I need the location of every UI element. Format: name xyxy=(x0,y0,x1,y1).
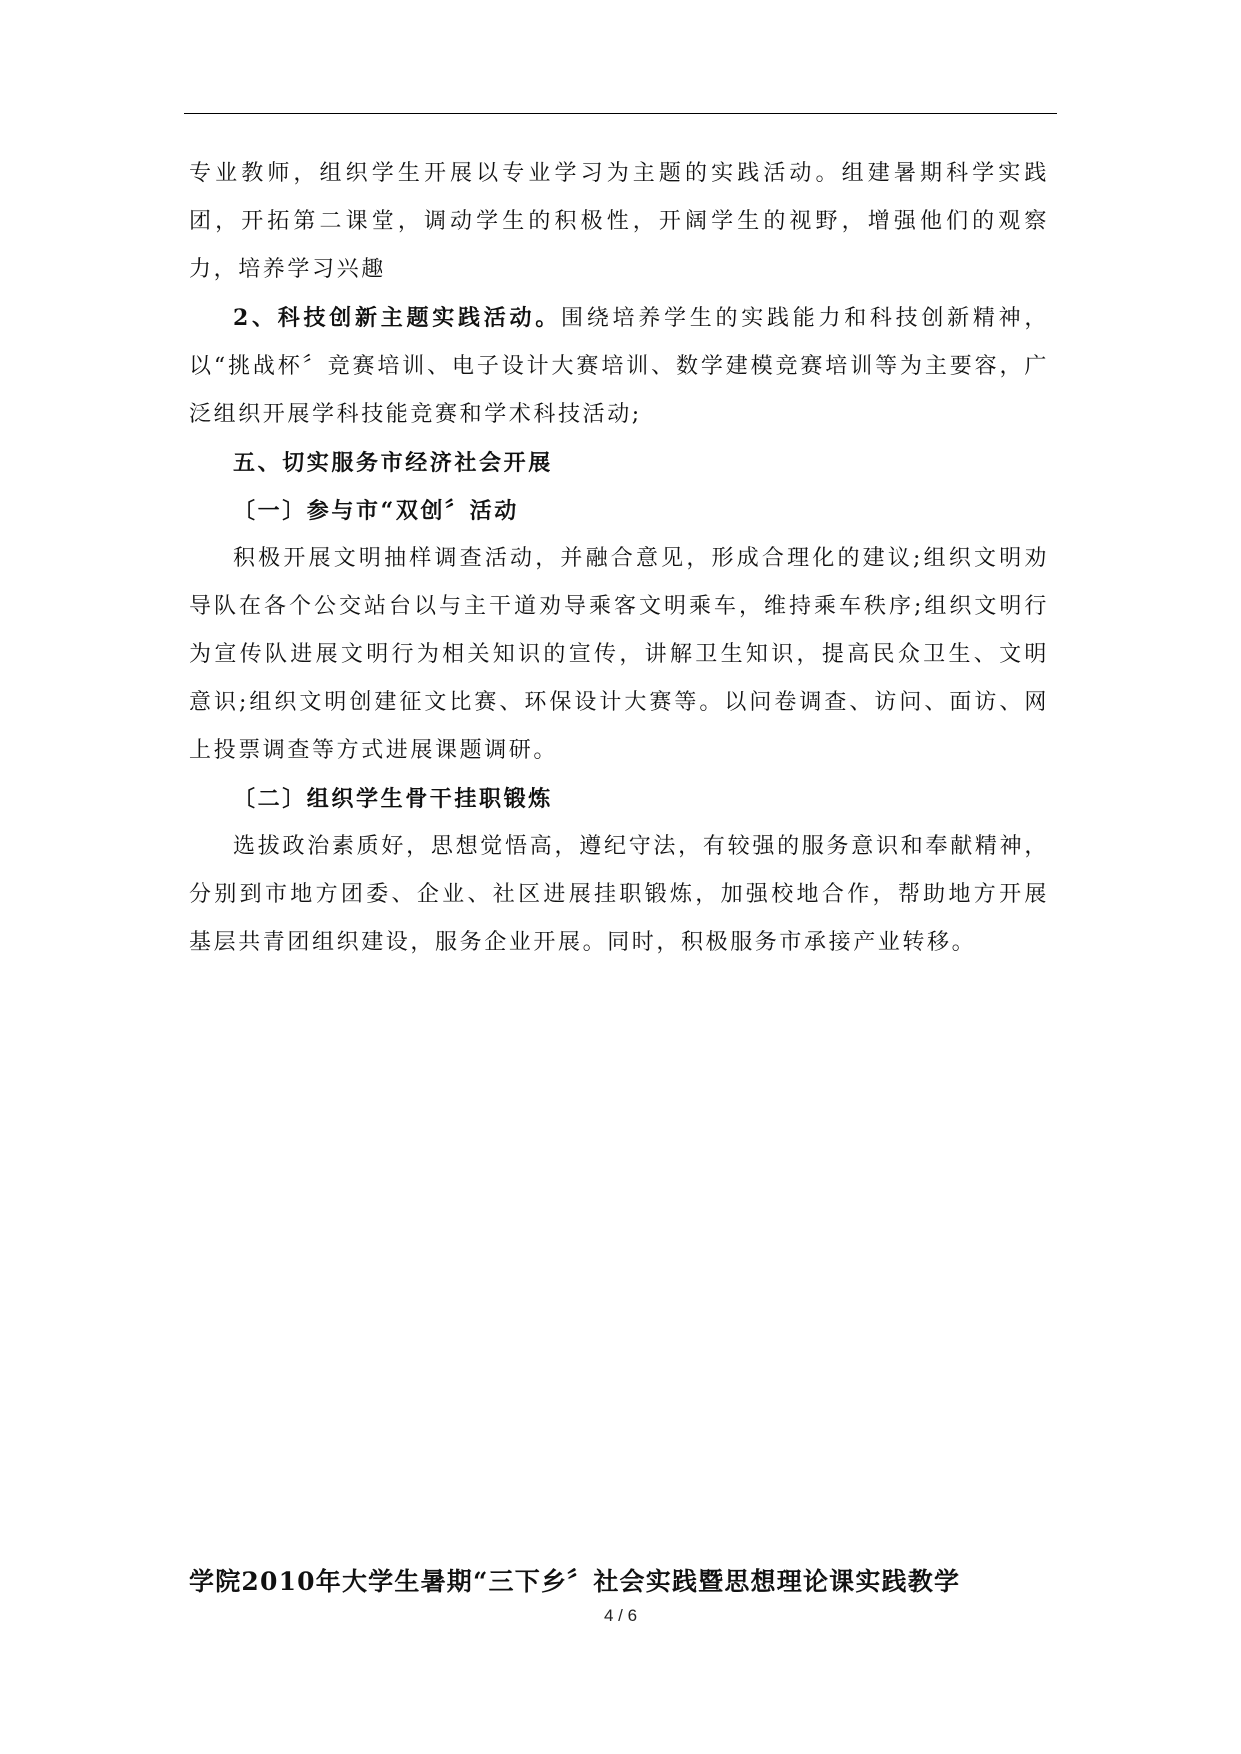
document-body xyxy=(189,150,1049,967)
paragraph-text: 选拔政治素质好，思想觉悟高，遵纪守法，有较强的服务意识和奉献精神，分别到市地方团委、企业、社区进展挂职锻炼，加强校地合作，帮助地方开展基层共青团组织建设，服务企业开展。同时，积极服务市承接产业转移。 xyxy=(189,834,1049,955)
subsection-heading-2: 〔二〕组织学生骨干挂职锻炼 xyxy=(233,786,553,812)
page-number: 4 / 6 xyxy=(603,1606,638,1625)
paragraph-text: 专业教师，组织学生开展以专业学习为主题的实践活动。组建暑期科学实践团，开拓第二课堂，调动学生的积极性，开阔学生的视野，增强他们的观察力，培养学习兴趣 xyxy=(189,161,1049,282)
next-document-title: 学院2010年大学生暑期“三下乡〞社会实践暨思想理论课实践教学 xyxy=(189,1567,961,1596)
section-heading: 五、切实服务市经济社会开展 xyxy=(233,450,553,476)
paragraph-tech-innovation xyxy=(189,294,1049,439)
paragraph-text: 积极开展文明抽样调查活动，并融合意见，形成合理化的建议;组织文明劝导队在各个公交站台以与主干道劝导乘客文明乘车，维持乘车秩序;组织文明行为宣传队进展文明行为相关知识的宣传，讲解卫生知识，提高民众卫生、文明意识;组织文明创建征文比赛、环保设计大赛等。以问卷调查、访问、面访、网上投票调查等方式进展课题调研。 xyxy=(189,546,1049,763)
paragraph-student-cadre-training xyxy=(189,823,1049,967)
paragraph-professional-teachers xyxy=(189,150,1049,294)
subsection-heading-1: 〔一〕参与市“双创〞活动 xyxy=(233,498,519,524)
header-rule xyxy=(184,113,1057,114)
paragraph-civilization-activities xyxy=(189,535,1049,775)
paragraph-text: 围绕培养学生的实践能力和科技创新精神，以“挑战杯〞竞赛培训、电子设计大赛培训、数学建模竞赛培训等为主要容，广泛组织开展学科技能竞赛和学术科技活动; xyxy=(189,306,1050,427)
paragraph-lead-bold: 2、科技创新主题实践活动。 xyxy=(233,305,561,331)
